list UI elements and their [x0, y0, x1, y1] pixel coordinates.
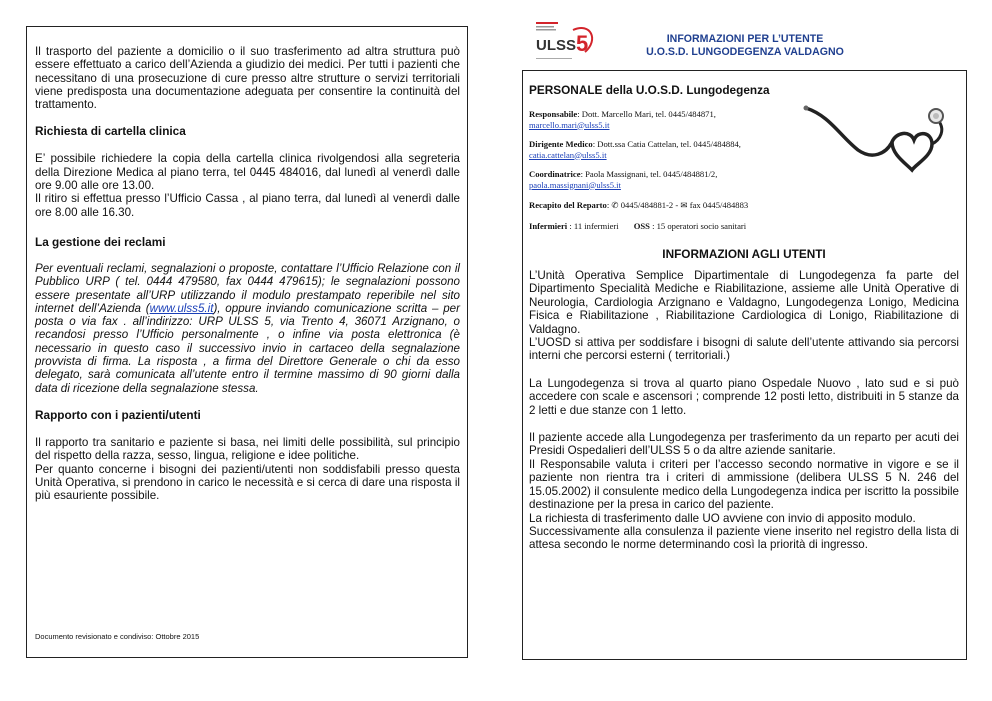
dirigente-email-link[interactable]: catia.cattelan@ulss5.it: [529, 149, 607, 160]
responsabile-line: Responsabile: Dott. Marcello Mari, tel. 0445/484871,: [529, 109, 716, 119]
dirigente-line: Dirigente Medico: Dott.ssa Catia Cattelan, tel. 0445/484884,: [529, 139, 741, 149]
header-line-1: INFORMAZIONI PER L’UTENTE: [666, 33, 824, 45]
staff-counts-line: Infermieri : 11 infermieri OSS : 15 operatori socio sanitari: [529, 220, 747, 231]
info-paragraph-2: L’UOSD si attiva per soddisfare i bisogni di salute dell’utente attivando sia percorsi interni che percorsi esterni ( territoriali.): [529, 336, 959, 363]
info-paragraph-7: Successivamente alla consulenza il paziente viene inserito nel registro della lista di attesa secondo le norme determinando così la priorità di ingresso.: [529, 524, 959, 552]
reclami-heading: La gestione dei reclami: [35, 234, 166, 249]
info-paragraph-5: Il Responsabile valuta i criteri per l’accesso secondo normative in vigore e se il paziente non rientra tra i criteri di ammissione (delibera ULSS 5 N. 246 del 15.05.2002) il consulente medico della Lungodegenza indica per iscritto la possibile destinazione per la presa in carico del paziente.: [529, 457, 959, 512]
reclami-text-b: ), oppure inviando comunicazione scritta – per posta o via fax . all’indirizzo: URP ULSS 5, via Trento 4, 36071 Arzignano, o recandosi presso l’Ufficio personalmente , o infine via posta elettronica (è necessario in questo caso il successivo invio in cartaceo della segnalazione provvista di firma. La risposta , a firma del Direttore Generale o chi da esso delegato, sarà comunicata all’utente entro il termine massimo di 90 giorni dalla data di ricezione della segnalazione stessa.: [35, 301, 460, 395]
svg-text:5: 5: [576, 31, 589, 56]
rapporto-paragraph-2: Per quanto concerne i bisogni dei pazienti/utenti non soddisfabili presso questa Unità Operativa, si prendono in carico le necessità e si cerca di dare una risposta il più esauriente possibile.: [35, 462, 460, 503]
reclami-text-a: Per eventuali reclami, segnalazioni o proposte, contattare l’Ufficio Relazione con il Pubblico URP ( tel. 0444 479580, fax 0444 479615); le segnalazioni possono essere presentate all’URP utilizzando il modulo prestampato reperibile nel sito internet dell’Azienda (: [35, 261, 460, 315]
stethoscope-heart-icon: [800, 96, 950, 178]
ulss5-logo-icon: [533, 18, 603, 70]
left-panel: [26, 26, 468, 658]
cartella-paragraph-1: E’ possibile richiedere la copia della cartella clinica rivolgendosi alla segreteria della Direzione Medica al piano terra, tel 0445 484016, dal lunedì al venerdì dalle ore 9.00 alle ore 13.00.: [35, 152, 460, 193]
header-line-2: U.O.S.D. LUNGODEGENZA VALDAGNO: [646, 46, 844, 58]
info-paragraph-3: La Lungodegenza si trova al quarto piano Ospedale Nuovo , lato sud e si può accedere con scale e ascensori ; comprende 12 posti letto, distribuiti in 5 stanze da 2 letti e due stanze con 1 letto.: [529, 376, 959, 417]
reclami-paragraph: [35, 262, 460, 395]
intro-paragraph: Il trasporto del paziente a domicilio o il suo trasferimento ad altra struttura può essere effettuato a carico dell’Azienda a giudizio dei medici. Per tutti i pazienti che necessitano di una prosecuzione di cure presso altre strutture o servizi territoriali viene predisposta una documentazione adeguata per consentire la continuità del trattamento.: [35, 45, 460, 112]
coordinatrice-email-link[interactable]: paola.massignani@ulss5.it: [529, 179, 621, 190]
info-paragraph-6: La richiesta di trasferimento dalle UO avviene con invio di apposito modulo.: [529, 511, 916, 525]
revision-footer: Documento revisionato e condiviso: Ottobre 2015: [35, 632, 200, 641]
coordinatrice-line: Coordinatrice: Paola Massignani, tel. 0445/484881/2,: [529, 169, 718, 179]
personale-heading: PERSONALE della U.O.S.D. Lungodegenza: [529, 83, 770, 97]
responsabile-email-link[interactable]: marcello.mari@ulss5.it: [529, 119, 610, 130]
rapporto-heading: Rapporto con i pazienti/utenti: [35, 407, 201, 422]
cartella-heading: Richiesta di cartella clinica: [35, 124, 186, 139]
info-paragraph-4: Il paziente accede alla Lungodegenza per trasferimento da un reparto per acuti dei Presidi Ospedalieri dell’ULSS 5 o da altre aziende sanitarie.: [529, 431, 959, 458]
info-paragraph-1: L’Unità Operativa Semplice Dipartimentale di Lungodegenza fa parte del Dipartimento Specialità Mediche e Riabilitazione, assieme alle Unità Operative di Neurologia, Cardiologia Arzignano e Valdagno, Lungodegenza Lonigo, Medicina Fisica e Riabilitazione , Riabilitazione Cardiologica di Lonigo, Riabilitazione di Valdagno.: [529, 269, 959, 336]
svg-text:ULSS: ULSS: [536, 37, 577, 54]
cartella-paragraph-2: Il ritiro si effettua presso l’Ufficio Cassa , al piano terra, dal lunedì al venerdì dalle ore 8.00 alle 16.30.: [35, 192, 460, 219]
rapporto-paragraph-1: Il rapporto tra sanitario e paziente si basa, nei limiti delle possibilità, sul principio del rispetto della razza, sesso, lingua, religione e idee politiche.: [35, 435, 460, 463]
recapito-line: Recapito del Reparto: ✆ 0445/484881-2 - ✉ fax 0445/484883: [529, 200, 749, 210]
ulss5-website-link[interactable]: www.ulss5.it: [149, 301, 214, 315]
info-utenti-heading: INFORMAZIONI AGLI UTENTI: [662, 247, 826, 261]
